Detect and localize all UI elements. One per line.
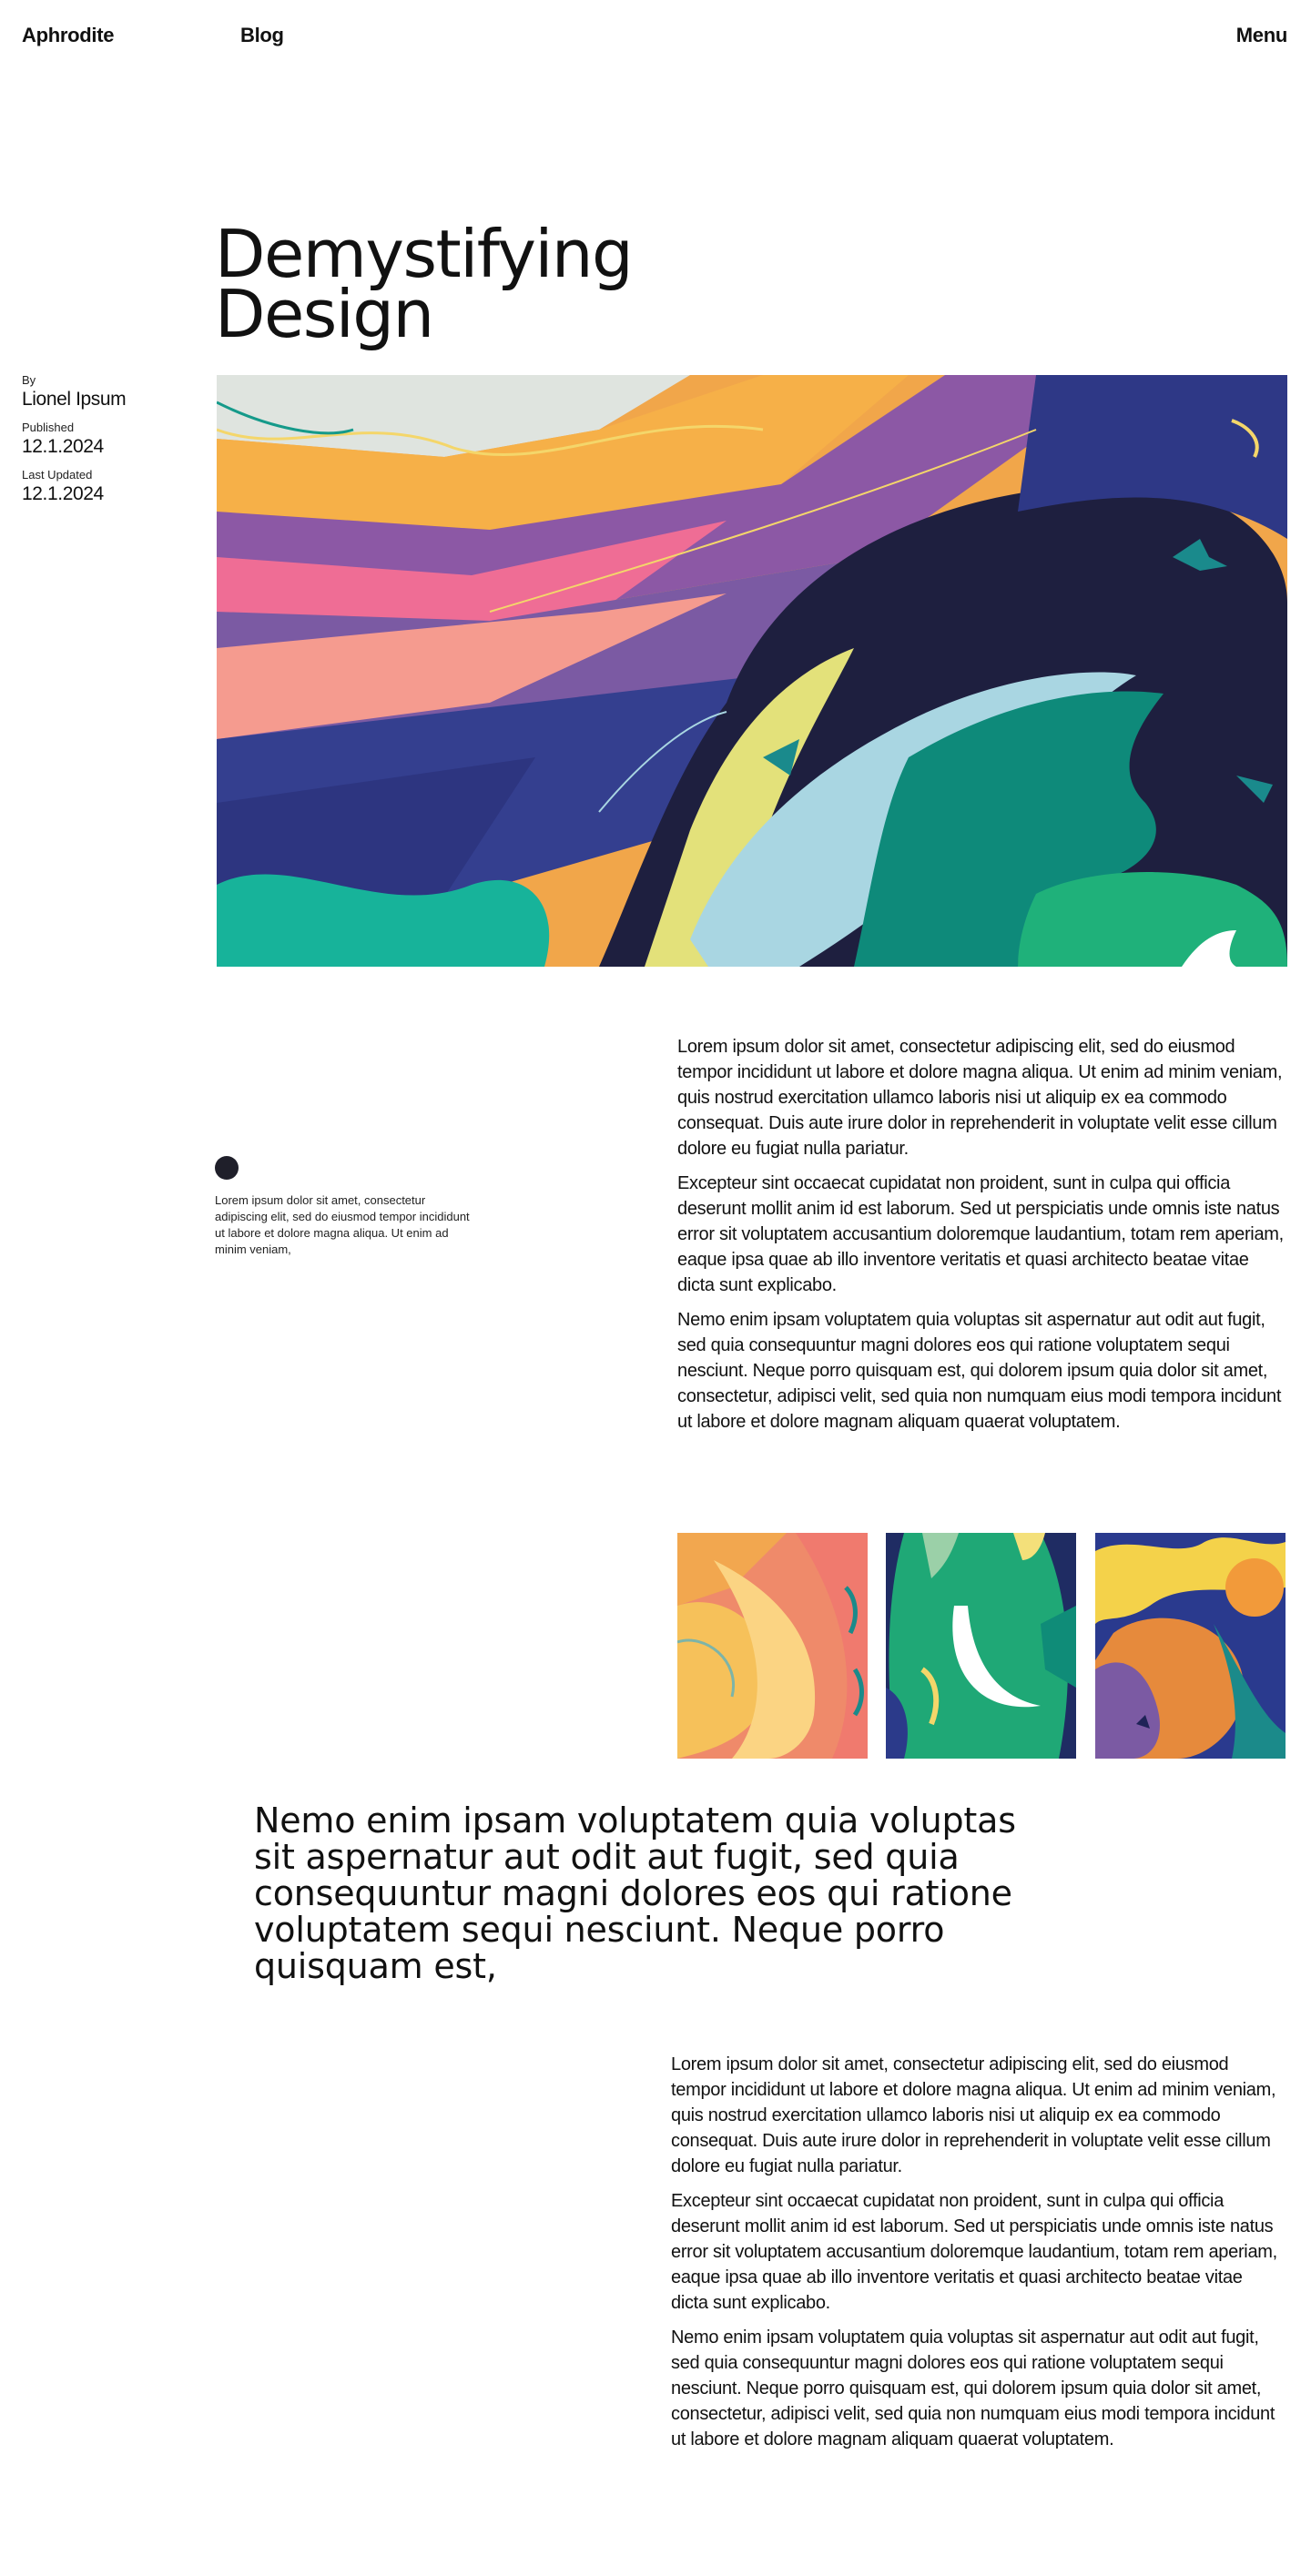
article-meta (22, 373, 186, 515)
article-title (215, 216, 633, 352)
paragraph: Lorem ipsum dolor sit amet, consectetur adipiscing elit, sed do eiusmod tempor incididunt ut labore et dolore magna aliqua. Ut enim ad minim veniam, quis nostrud exercitation ullamco laboris nisi ut aliquip ex ea commodo consequat. Duis aute irure dolor in reprehenderit in voluptate velit esse cillum dolore eu fugiat nulla pariatur. (677, 1037, 1283, 1159)
article-title-line-1: Demystifying (215, 216, 633, 292)
brand-logo-link[interactable]: Aphrodite (22, 24, 115, 46)
paragraph: Excepteur sint occaecat cupidatat non proident, sunt in culpa qui officia deserunt mollit anim id est laborum. Sed ut perspiciatis unde omnis iste natus error sit voluptatem accusantium doloremque laudantium, totam rem aperiam, eaque ipsa quae ab illo inventore veritatis et quasi architecto beatae vitae dicta sunt explicabo. (671, 2191, 1277, 2313)
paragraph: Excepteur sint occaecat cupidatat non proident, sunt in culpa qui officia deserunt mollit anim id est laborum. Sed ut perspiciatis unde omnis iste natus error sit voluptatem accusantium doloremque laudantium, totam rem aperiam, eaque ipsa quae ab illo inventore veritatis et quasi architecto beatae vitae dicta sunt explicabo. (677, 1173, 1284, 1295)
nav-blog-link[interactable]: Blog (240, 24, 284, 46)
gallery-illustration-1 (677, 1533, 868, 1759)
gallery-image-1[interactable] (677, 1533, 868, 1759)
updated-date: 12.1.2024 (22, 483, 104, 504)
paragraph: Nemo enim ipsam voluptatem quia voluptas sit aspernatur aut odit aut fugit, sed quia consequuntur magni dolores eos qui ratione voluptatem sequi nesciunt. Neque porro quisquam est, qui dolorem ipsum quia dolor sit amet, consectetur, adipisci velit, sed quia non numquam eius modi tempora incidunt ut labore et dolore magnam aliquam quaerat voluptatem. (677, 1310, 1282, 1432)
article-body-section-2 (671, 2052, 1283, 2461)
updated-label: Last Updated (22, 468, 93, 482)
gallery-image-2[interactable] (886, 1533, 1076, 1759)
gallery-illustration-2 (886, 1533, 1076, 1759)
image-gallery (677, 1533, 1287, 1759)
hero-image (217, 375, 1287, 967)
published-date: 12.1.2024 (22, 436, 104, 457)
pull-quote: Nemo enim ipsam voluptatem quia voluptas sit aspernatur aut odit aut fugit, sed quia consequuntur magni dolores eos qui ratione voluptatem sequi nesciunt. Neque porro quisquam est, (254, 1800, 1016, 1986)
gallery-illustration-3 (1095, 1533, 1286, 1759)
author-name: Lionel Ipsum (22, 389, 127, 410)
gallery-image-3[interactable] (1095, 1533, 1286, 1759)
published-label: Published (22, 421, 75, 434)
top-nav (0, 0, 1311, 73)
bullet-dot-icon (215, 1156, 239, 1180)
article-title-line-2: Design (215, 276, 433, 352)
article-body-section-1 (677, 1034, 1289, 1444)
side-note (215, 1156, 479, 1258)
menu-button[interactable]: Menu (1235, 24, 1287, 46)
author-label: By (22, 373, 36, 387)
paragraph: Nemo enim ipsam voluptatem quia voluptas sit aspernatur aut odit aut fugit, sed quia consequuntur magni dolores eos qui ratione voluptatem sequi nesciunt. Neque porro quisquam est, qui dolorem ipsum quia dolor sit amet, consectetur, adipisci velit, sed quia non numquam eius modi tempora incidunt ut labore et dolore magnam aliquam quaerat voluptatem. (671, 2328, 1275, 2449)
paragraph: Lorem ipsum dolor sit amet, consectetur adipiscing elit, sed do eiusmod tempor incididunt ut labore et dolore magna aliqua. Ut enim ad minim veniam, quis nostrud exercitation ullamco laboris nisi ut aliquip ex ea commodo consequat. Duis aute irure dolor in reprehenderit in voluptate velit esse cillum dolore eu fugiat nulla pariatur. (671, 2054, 1276, 2176)
hero-illustration (217, 375, 1287, 967)
side-note-text: Lorem ipsum dolor sit amet, consectetur adipiscing elit, sed do eiusmod tempor incididunt ut labore et dolore magna aliqua. Ut enim ad minim veniam, (215, 1193, 470, 1256)
